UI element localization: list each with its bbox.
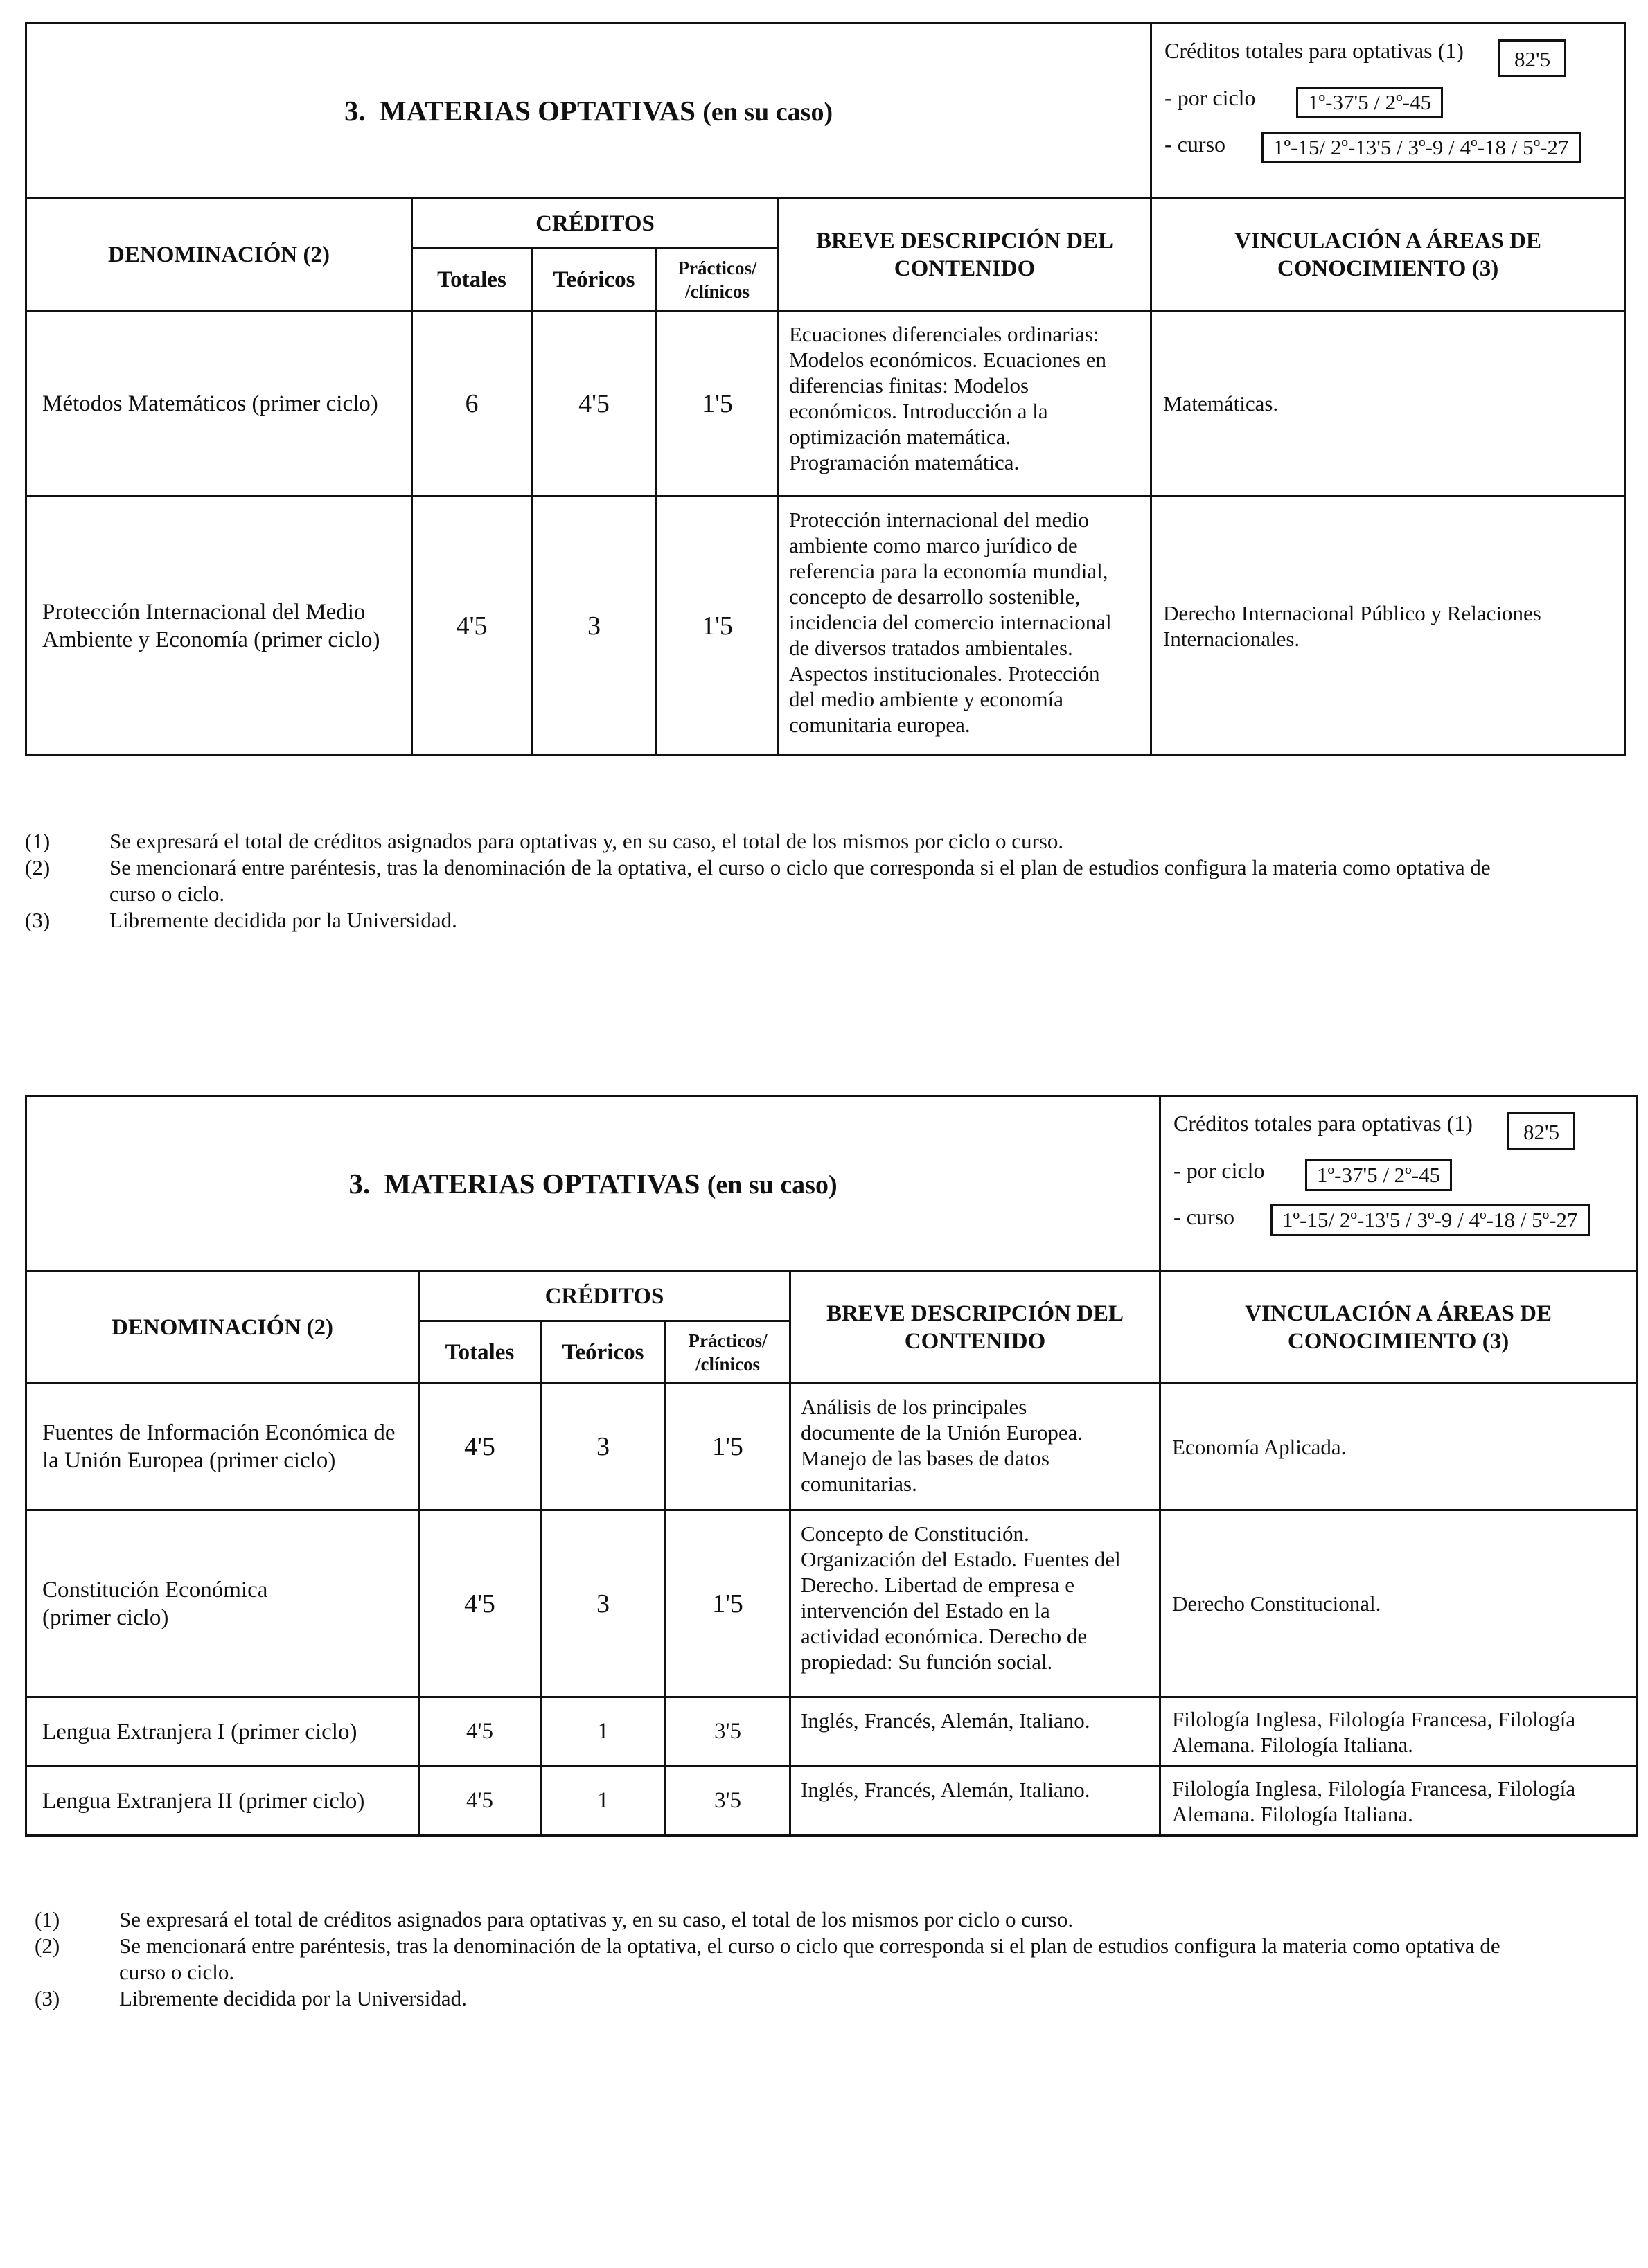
footnote-key: (3) bbox=[25, 908, 51, 932]
footnote-text bbox=[109, 828, 1624, 855]
subject-name-line: Métodos Matemáticos (primer ciclo) bbox=[42, 391, 378, 416]
subject-description-line: diferencias finitas: Modelos bbox=[789, 373, 1029, 398]
credits-practicos: 1'5 bbox=[657, 311, 779, 497]
credits-summary bbox=[1160, 1096, 1637, 1271]
footnote-key: (1) bbox=[25, 829, 51, 853]
knowledge-area-line: Alemana. Filología Italiana. bbox=[1172, 1801, 1413, 1826]
optativas-grid bbox=[25, 22, 1626, 756]
credits-practicos: 1'5 bbox=[666, 1510, 790, 1697]
table-row bbox=[26, 1384, 1637, 1510]
credits-practicos: 3'5 bbox=[666, 1767, 790, 1836]
subject-description-line: Inglés, Francés, Alemán, Italiano. bbox=[801, 1778, 1090, 1802]
header-denominacion: DENOMINACIÓN (2) bbox=[26, 199, 412, 311]
subject-description-line: actividad económica. Derecho de bbox=[801, 1624, 1088, 1648]
header-teoricos: Teóricos bbox=[532, 249, 657, 311]
subject-description-line: del medio ambiente y economía bbox=[789, 687, 1063, 711]
header-denominacion: DENOMINACIÓN (2) bbox=[26, 1271, 419, 1384]
por-ciclo-label: - por ciclo bbox=[1164, 85, 1256, 110]
section-title-text: MATERIAS OPTATIVAS bbox=[384, 1168, 700, 1199]
footnote-line: Se mencionará entre paréntesis, tras la denominación de la optativa, el curso o ciclo que corresponda si el plan de estudios configura la materia como optativa de bbox=[119, 1934, 1500, 1958]
credits-totales: 4'5 bbox=[419, 1697, 541, 1767]
header-descripcion-line: BREVE DESCRIPCIÓN DEL bbox=[826, 1301, 1124, 1326]
subject-description-line: Organización del Estado. Fuentes del bbox=[801, 1547, 1121, 1571]
footnote bbox=[35, 1933, 1624, 1985]
footnote-text bbox=[119, 1985, 1624, 2012]
subject-description-line: intervención del Estado en la bbox=[801, 1598, 1050, 1623]
subject-description-line: Protección internacional del medio bbox=[789, 508, 1089, 532]
subject-description-line: documente de la Unión Europea. bbox=[801, 1420, 1083, 1445]
footnotes-1 bbox=[25, 828, 1624, 934]
subject-description bbox=[790, 1697, 1160, 1767]
credits-totales: 6 bbox=[412, 311, 532, 497]
section-title bbox=[26, 24, 1151, 199]
footnote-line: curso o ciclo. bbox=[119, 1960, 235, 1984]
subject-name bbox=[26, 311, 412, 497]
knowledge-area bbox=[1160, 1697, 1637, 1767]
subject-description-line: ambiente como marco jurídico de bbox=[789, 533, 1078, 557]
subject-description bbox=[779, 311, 1151, 497]
footnote-key: (2) bbox=[25, 855, 51, 879]
footnote-line: Se expresará el total de créditos asignados para optativas y, en su caso, el total de los mismos por ciclo o curso. bbox=[119, 1907, 1074, 1931]
header-vinculacion-line: VINCULACIÓN A ÁREAS DE bbox=[1234, 228, 1541, 253]
header-practicos-line: /clínicos bbox=[695, 1353, 760, 1375]
knowledge-area-line: Economía Aplicada. bbox=[1172, 1434, 1347, 1459]
footnote bbox=[35, 1907, 1624, 1933]
optativas-table-2 bbox=[25, 1095, 1636, 1837]
footnote bbox=[25, 828, 1624, 855]
section-number: 3. bbox=[348, 1168, 371, 1199]
header-vinculacion-line: CONOCIMIENTO (3) bbox=[1287, 1328, 1509, 1354]
credits-totales: 4'5 bbox=[412, 497, 532, 756]
por-ciclo-label: - por ciclo bbox=[1173, 1158, 1265, 1183]
subject-description-line: optimización matemática. bbox=[789, 425, 1011, 449]
footnote bbox=[35, 1985, 1624, 2012]
footnote-key: (1) bbox=[35, 1907, 60, 1931]
table-row bbox=[26, 1767, 1637, 1836]
footnote-text bbox=[109, 907, 1624, 934]
footnote-line: Libremente decidida por la Universidad. bbox=[119, 1986, 467, 2010]
credits-teoricos: 3 bbox=[541, 1510, 666, 1697]
header-creditos: CRÉDITOS bbox=[412, 199, 779, 249]
subject-description bbox=[779, 497, 1151, 756]
header-practicos-line: Prácticos/ bbox=[677, 257, 757, 278]
subject-description-line: Ecuaciones diferenciales ordinarias: bbox=[789, 322, 1099, 346]
header-vinculacion-line: VINCULACIÓN A ÁREAS DE bbox=[1245, 1301, 1552, 1326]
knowledge-area-line: Filología Inglesa, Filología Francesa, Filología bbox=[1172, 1776, 1576, 1801]
subject-description-line: concepto de desarrollo sostenible, bbox=[789, 584, 1081, 609]
credits-summary bbox=[1151, 24, 1625, 199]
knowledge-area bbox=[1160, 1510, 1637, 1697]
subject-description-line: Concepto de Constitución. bbox=[801, 1521, 1029, 1546]
credits-teoricos: 1 bbox=[541, 1767, 666, 1836]
credits-teoricos: 4'5 bbox=[532, 311, 657, 497]
subject-description-line: Derecho. Libertad de empresa e bbox=[801, 1573, 1075, 1597]
footnote-key: (3) bbox=[35, 1986, 60, 2010]
header-descripcion bbox=[790, 1271, 1160, 1384]
subject-name-line: Lengua Extranjera II (primer ciclo) bbox=[42, 1788, 365, 1814]
header-descripcion bbox=[779, 199, 1151, 311]
por-ciclo-box: 1º-37'5 / 2º-45 bbox=[1296, 87, 1443, 118]
knowledge-area-line: Matemáticas. bbox=[1163, 391, 1279, 416]
credits-total-box: 82'5 bbox=[1507, 1112, 1575, 1150]
subject-description-line: referencia para la economía mundial, bbox=[789, 559, 1108, 583]
knowledge-area-line: Alemana. Filología Italiana. bbox=[1172, 1732, 1413, 1757]
subject-description-line: Análisis de los principales bbox=[801, 1395, 1027, 1419]
subject-description-line: económicos. Introducción a la bbox=[789, 399, 1048, 423]
footnote-line: Se expresará el total de créditos asignados para optativas y, en su caso, el total de los mismos por ciclo o curso. bbox=[109, 829, 1064, 853]
table-row bbox=[26, 1510, 1637, 1697]
por-ciclo-box: 1º-37'5 / 2º-45 bbox=[1305, 1159, 1452, 1191]
credits-teoricos: 1 bbox=[541, 1697, 666, 1767]
table-row bbox=[26, 311, 1625, 497]
header-totales: Totales bbox=[412, 249, 532, 311]
curso-box: 1º-15/ 2º-13'5 / 3º-9 / 4º-18 / 5º-27 bbox=[1261, 132, 1580, 163]
header-vinculacion bbox=[1160, 1271, 1637, 1384]
footnote-text bbox=[119, 1907, 1624, 1933]
subject-description-line: Programación matemática. bbox=[789, 450, 1020, 474]
credits-totales: 4'5 bbox=[419, 1510, 541, 1697]
header-totales: Totales bbox=[419, 1321, 541, 1384]
footnotes-2 bbox=[35, 1907, 1624, 2012]
knowledge-area bbox=[1160, 1384, 1637, 1510]
credits-practicos: 1'5 bbox=[666, 1384, 790, 1510]
section-title-sub: (en su caso) bbox=[707, 1170, 838, 1199]
subject-name-line: Lengua Extranjera I (primer ciclo) bbox=[42, 1719, 357, 1744]
footnote-line: Se mencionará entre paréntesis, tras la denominación de la optativa, el curso o ciclo que corresponda si el plan de estudios configura la materia como optativa de bbox=[109, 855, 1491, 879]
subject-name-line: Fuentes de Información Económica de bbox=[42, 1420, 396, 1445]
section-title bbox=[26, 1096, 1160, 1271]
subject-name bbox=[26, 1767, 419, 1836]
header-descripcion-line: BREVE DESCRIPCIÓN DEL bbox=[815, 228, 1114, 253]
subject-description-line: incidencia del comercio internacional bbox=[789, 610, 1112, 634]
subject-name bbox=[26, 1697, 419, 1767]
header-practicos bbox=[666, 1321, 790, 1384]
header-practicos bbox=[657, 249, 779, 311]
section-title-sub: (en su caso) bbox=[702, 98, 833, 127]
subject-description bbox=[790, 1510, 1160, 1697]
credits-practicos: 1'5 bbox=[657, 497, 779, 756]
section-title-text: MATERIAS OPTATIVAS bbox=[379, 95, 695, 127]
subject-name bbox=[26, 1384, 419, 1510]
credits-total-box: 82'5 bbox=[1498, 39, 1566, 77]
knowledge-area bbox=[1151, 497, 1625, 756]
knowledge-area-line: Filología Inglesa, Filología Francesa, Filología bbox=[1172, 1706, 1576, 1731]
footnote-line: Libremente decidida por la Universidad. bbox=[109, 908, 457, 932]
subject-description bbox=[790, 1767, 1160, 1836]
subject-description-line: Inglés, Francés, Alemán, Italiano. bbox=[801, 1708, 1090, 1733]
section-number: 3. bbox=[344, 95, 366, 127]
curso-box: 1º-15/ 2º-13'5 / 3º-9 / 4º-18 / 5º-27 bbox=[1270, 1204, 1589, 1236]
credits-practicos: 3'5 bbox=[666, 1697, 790, 1767]
credits-totales: 4'5 bbox=[419, 1384, 541, 1510]
footnote-line: curso o ciclo. bbox=[109, 882, 225, 906]
knowledge-area-line: Derecho Internacional Público y Relaciones bbox=[1163, 600, 1541, 625]
subject-name-line: Ambiente y Economía (primer ciclo) bbox=[42, 627, 380, 652]
credits-teoricos: 3 bbox=[532, 497, 657, 756]
credits-total-label: Créditos totales para optativas (1) bbox=[1173, 1111, 1473, 1136]
footnote bbox=[25, 855, 1624, 907]
subject-description-line: comunitarias. bbox=[801, 1472, 917, 1496]
subject-description-line: comunitaria europea. bbox=[789, 713, 971, 737]
curso-label: - curso bbox=[1173, 1204, 1235, 1229]
table-row bbox=[26, 497, 1625, 756]
footnote-key: (2) bbox=[35, 1934, 60, 1958]
subject-description bbox=[790, 1384, 1160, 1510]
optativas-table-1 bbox=[25, 22, 1624, 756]
footnote-text bbox=[119, 1933, 1624, 1985]
subject-name bbox=[26, 497, 412, 756]
curso-label: - curso bbox=[1164, 132, 1226, 157]
knowledge-area bbox=[1160, 1767, 1637, 1836]
footnote-text bbox=[109, 855, 1624, 907]
header-practicos-line: /clínicos bbox=[685, 280, 750, 302]
subject-name bbox=[26, 1510, 419, 1697]
footnote bbox=[25, 907, 1624, 934]
header-vinculacion-line: CONOCIMIENTO (3) bbox=[1277, 256, 1499, 281]
header-teoricos: Teóricos bbox=[541, 1321, 666, 1384]
subject-description-line: Aspectos institucionales. Protección bbox=[789, 661, 1100, 686]
subject-description-line: propiedad: Su función social. bbox=[801, 1650, 1053, 1674]
subject-name-line: Constitución Económica bbox=[42, 1577, 268, 1602]
header-vinculacion bbox=[1151, 199, 1625, 311]
header-descripcion-line: CONTENIDO bbox=[904, 1328, 1046, 1354]
subject-name-line: Protección Internacional del Medio bbox=[42, 599, 366, 625]
optativas-grid bbox=[25, 1095, 1638, 1837]
subject-name-line: (primer ciclo) bbox=[42, 1605, 169, 1630]
credits-teoricos: 3 bbox=[541, 1384, 666, 1510]
subject-description-line: de diversos tratados ambientales. bbox=[789, 636, 1073, 660]
subject-name-line: la Unión Europea (primer ciclo) bbox=[42, 1448, 336, 1473]
knowledge-area-line: Derecho Constitucional. bbox=[1172, 1591, 1381, 1616]
header-creditos: CRÉDITOS bbox=[419, 1271, 790, 1321]
header-practicos-line: Prácticos/ bbox=[688, 1330, 768, 1351]
credits-total-label: Créditos totales para optativas (1) bbox=[1164, 38, 1464, 63]
subject-description-line: Modelos económicos. Ecuaciones en bbox=[789, 348, 1106, 372]
table-row bbox=[26, 1697, 1637, 1767]
knowledge-area bbox=[1151, 311, 1625, 497]
credits-totales: 4'5 bbox=[419, 1767, 541, 1836]
header-descripcion-line: CONTENIDO bbox=[894, 256, 1036, 281]
subject-description-line: Manejo de las bases de datos bbox=[801, 1446, 1049, 1470]
knowledge-area-line: Internacionales. bbox=[1163, 626, 1300, 651]
